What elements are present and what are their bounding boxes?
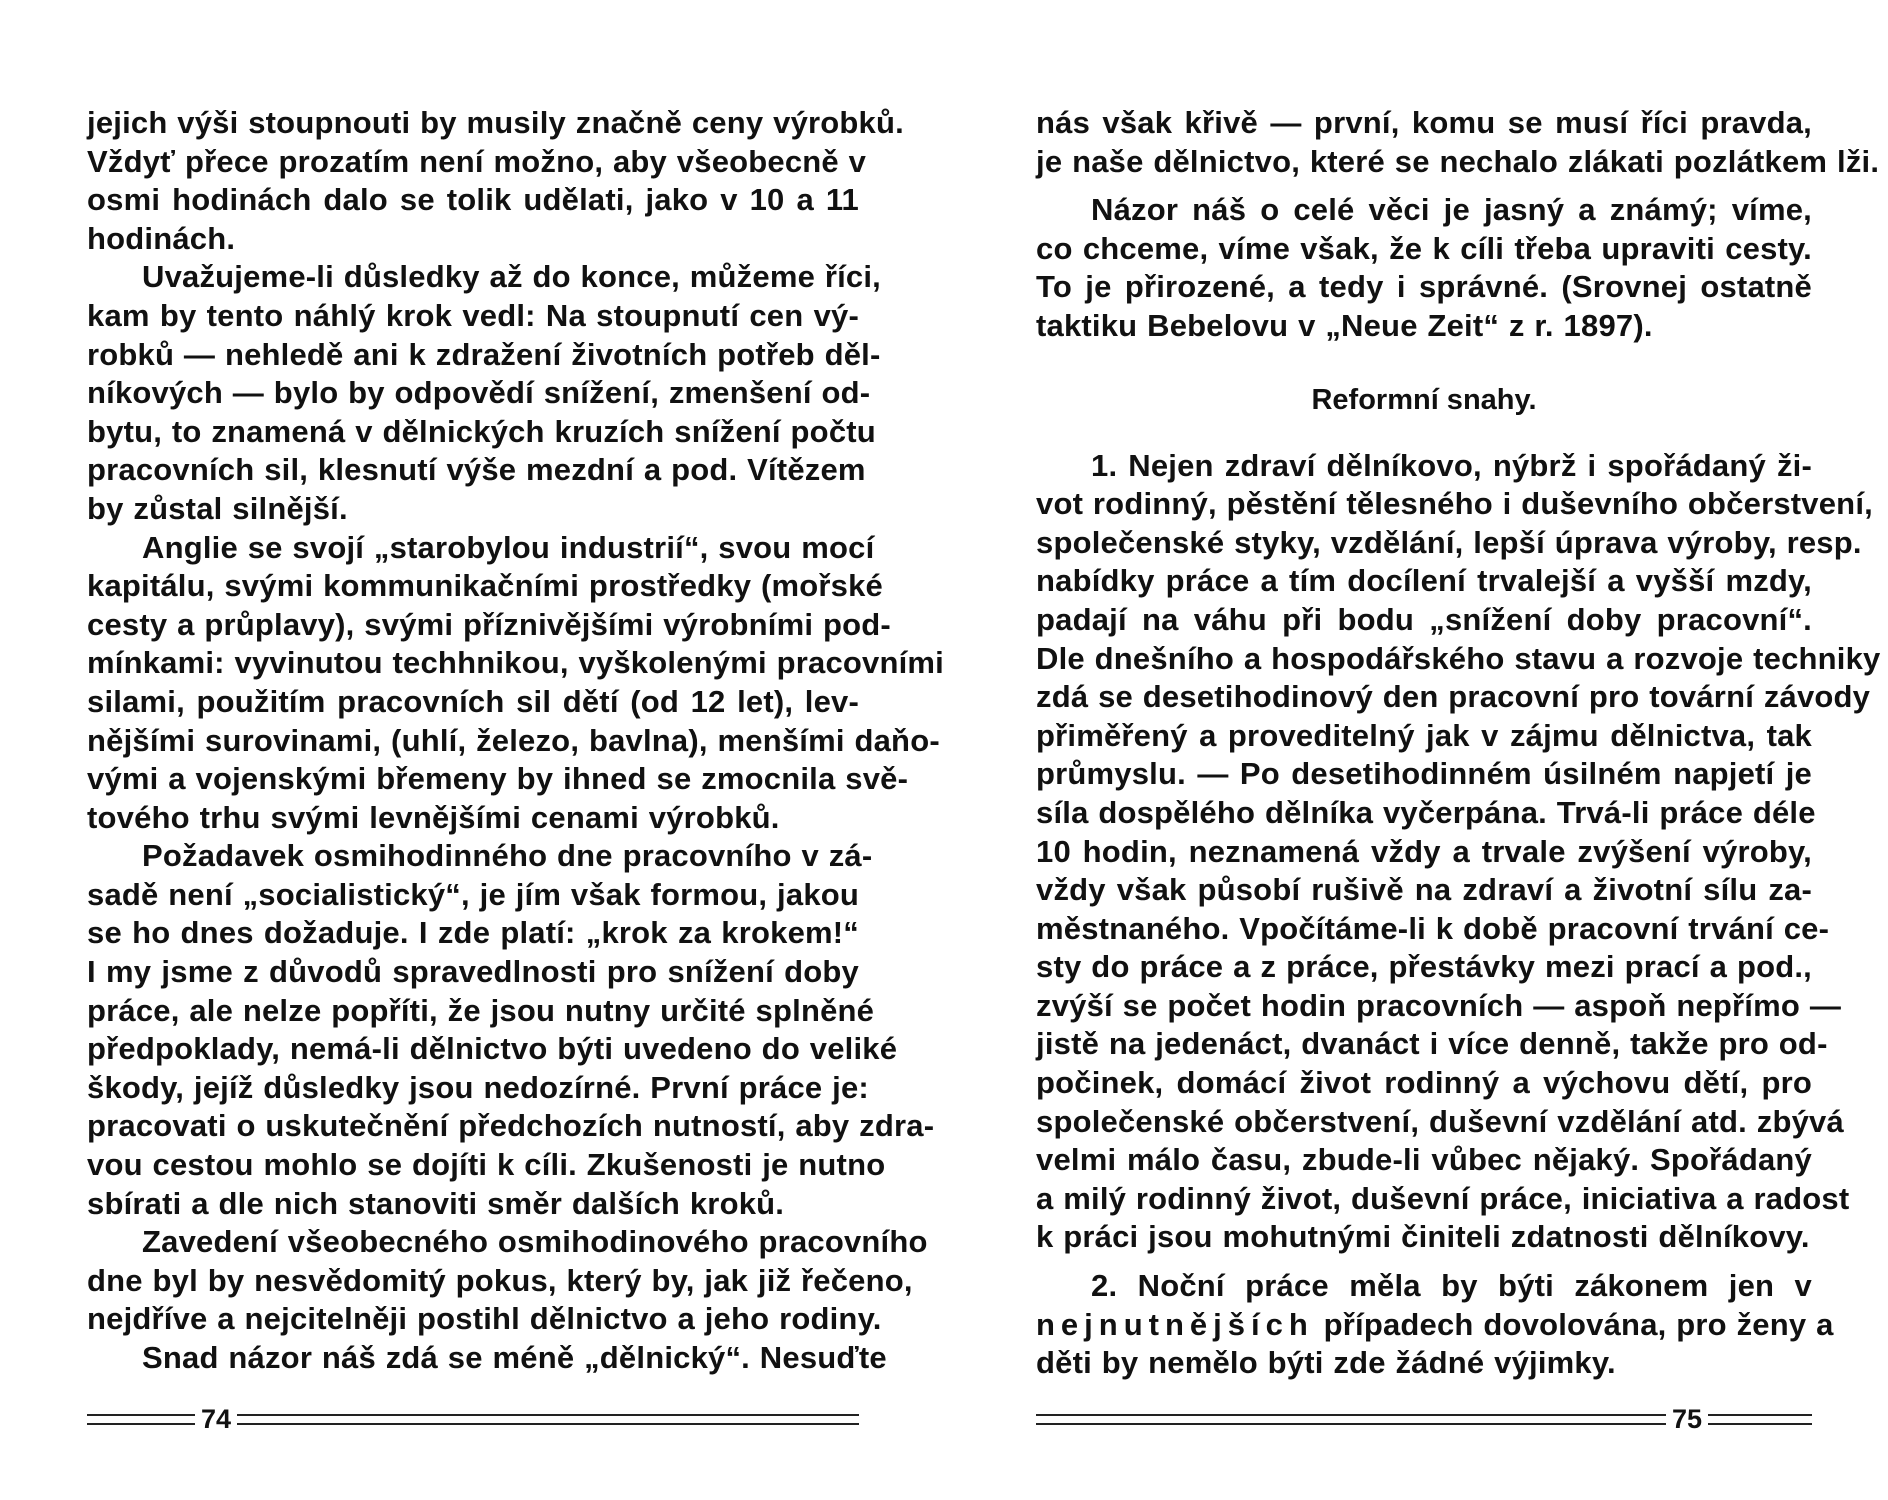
text-line: kam by tento náhlý krok vedl: Na stoupnutí cen vý- xyxy=(87,297,859,333)
text-line: nejdříve a nejcitelněji postihl dělnictvo a jeho rodiny. xyxy=(87,1301,882,1337)
text-line: co chceme, víme však, že k cíli třeba upraviti cesty. xyxy=(1036,230,1812,266)
text-line: je naše dělnictvo, které se nechalo zlákati pozlátkem lži. xyxy=(1036,143,1880,179)
text-line: sadě není „socialistický“, je jím však formou, jakou xyxy=(87,876,860,912)
text-line: jejich výši stoupnouti by musily značně ceny výrobků. xyxy=(87,105,904,140)
text-line: vou cestou mohlo se dojíti k cíli. Zkušenosti je nutno xyxy=(87,1147,886,1183)
text-line: Názor náš o celé věci je jasný a známý; víme, xyxy=(1091,192,1812,228)
text-line: To je přirozené, a tedy i správné. (Srovnej ostatně xyxy=(1036,269,1812,305)
text-line: zvýší se počet hodin pracovních — aspoň nepřímo — xyxy=(1036,987,1842,1023)
text-line: škody, jejíž důsledky jsou nedozírné. První práce je: xyxy=(87,1069,869,1105)
text-line: níkových — bylo by odpovědí snížení, zmenšení od- xyxy=(87,375,871,411)
text-line: k práci jsou mohutnými činiteli zdatnosti dělníkovy. xyxy=(1036,1219,1810,1255)
text-line: počinek, domácí život rodinný a výchovu dětí, pro xyxy=(1036,1065,1812,1101)
text-line: Požadavek osmihodinného dne pracovního v zá- xyxy=(142,838,873,874)
text-line: Snad názor náš zdá se méně „dělnický“. Nesuďte xyxy=(142,1340,887,1375)
text-line: sty do práce a z práce, přestávky mezi prací a pod., xyxy=(1036,949,1812,985)
text-line: mínkami: vyvinutou techhnikou, vyškolenými pracovními xyxy=(87,645,944,681)
text-line: Anglie se svojí „starobylou industrií“, svou mocí xyxy=(142,529,875,565)
text-line: Dle dnešního a hospodářského stavu a rozvoje techniky xyxy=(1036,640,1881,676)
text-line: průmyslu. — Po desetihodinném úsilném napjetí je xyxy=(1036,756,1812,792)
text-line: dne byl by nesvědomitý pokus, který by, jak již řečeno, xyxy=(87,1262,913,1298)
right-page-footer xyxy=(1036,1404,1812,1435)
text-line: hodinách. xyxy=(87,220,236,256)
text-line: sbírati a dle nich stanoviti směr dalších kroků. xyxy=(87,1185,785,1221)
left-para-5 xyxy=(87,1223,928,1339)
text-line: by zůstal silnější. xyxy=(87,490,348,526)
text-line: přiměřený a proveditelný jak v zájmu dělnictva, tak xyxy=(1036,717,1812,753)
text-line: pracovních sil, klesnutí výše mezdní a pod. Vítězem xyxy=(87,452,866,488)
text-line: vždy však působí rušivě na zdraví a životní sílu za- xyxy=(1036,872,1812,908)
text-line: kapitálu, svými kommunikačními prostředky (mořské xyxy=(87,568,883,604)
right-page xyxy=(1036,104,1881,1383)
text-line: taktiku Bebelovu v „Neue Zeit“ z r. 1897). xyxy=(1036,307,1653,343)
text-line: bytu, to znamená v dělnických kruzích snížení počtu xyxy=(87,413,876,449)
text-line: nějšími surovinami, (uhlí, železo, bavlna), menšími daňo- xyxy=(87,722,940,758)
text-line: a milý rodinný život, duševní práce, iniciativa a radost xyxy=(1036,1180,1850,1216)
text-line: 10 hodin, neznamená vždy a trvale zvýšení výroby, xyxy=(1036,833,1812,869)
text-line: tového trhu svými levnějšími cenami výrobků. xyxy=(87,799,780,835)
text-line: I my jsme z důvodů spravedlnosti pro snížení doby xyxy=(87,954,859,990)
footer-rule xyxy=(87,1414,195,1425)
footer-rule xyxy=(237,1414,859,1425)
right-para-2 xyxy=(1036,191,1812,345)
text-line: společenské styky, vzdělání, lepší úprava výroby, resp. xyxy=(1036,524,1862,560)
left-para-6 xyxy=(87,1339,887,1378)
text-line: padají na váhu při bodu „snížení doby pracovní“. xyxy=(1036,601,1812,637)
text-line: 1. Nejen zdraví dělníkovo, nýbrž i spořádaný ži- xyxy=(1091,447,1812,483)
page-number: 75 xyxy=(1672,1404,1703,1434)
left-para-4 xyxy=(87,837,935,1223)
right-para-4 xyxy=(1036,1267,1834,1383)
text-line: vými a vojenskými břemeny by ihned se zmocnila svě- xyxy=(87,761,909,797)
text-line: zdá se desetihodinový den pracovní pro tovární závody xyxy=(1036,679,1871,715)
right-para-1 xyxy=(1036,104,1880,181)
text-line: předpoklady, nemá-li dělnictvo býti uvedeno do veliké xyxy=(87,1031,898,1067)
footer-rule xyxy=(1036,1414,1666,1425)
text-line: práce, ale nelze popříti, že jsou nutny určité splněné xyxy=(87,992,875,1028)
text-line: silami, použitím pracovních sil dětí (od 12 let), lev- xyxy=(87,683,859,719)
text-line: pracovati o uskutečnění předchozích nutností, aby zdra- xyxy=(87,1108,935,1144)
text-line: vot rodinný, pěstění tělesného i duševního občerstvení, xyxy=(1036,486,1873,522)
left-para-2 xyxy=(87,258,881,528)
right-para-3 xyxy=(1036,447,1881,1257)
text-line: Uvažujeme-li důsledky až do konce, můžeme říci, xyxy=(142,259,881,295)
left-para-3 xyxy=(87,529,944,838)
text-line: robků — nehledě ani k zdražení životních potřeb děl- xyxy=(87,336,881,372)
text-line: 2. Noční práce měla by býti zákonem jen v xyxy=(1091,1268,1812,1304)
text-line: síla dospělého dělníka vyčerpána. Trvá-li práce déle xyxy=(1036,794,1816,830)
text-line: Zavedení všeobecného osmihodinového pracovního xyxy=(142,1224,928,1260)
text-line: nabídky práce a tím docílení trvalejší a vyšší mzdy, xyxy=(1036,563,1812,599)
left-para-1 xyxy=(87,104,904,258)
text-fragment: případech dovolována, pro ženy a xyxy=(1313,1306,1834,1342)
text-line: Vždyť přece prozatím není možno, aby všeobecně v xyxy=(87,143,867,179)
text-line: děti by nemělo býti zde žádné výjimky. xyxy=(1036,1345,1616,1381)
left-page xyxy=(87,104,944,1378)
footer-rule xyxy=(1708,1414,1812,1425)
section-heading: Reformní snahy. xyxy=(1311,383,1537,416)
text-line: nás však křivě — první, komu se musí říci pravda, xyxy=(1036,105,1812,140)
text-line: cesty a průplavy), svými příznivějšími výrobními pod- xyxy=(87,606,891,642)
text-line xyxy=(1036,1306,1834,1345)
left-page-footer xyxy=(87,1404,859,1435)
page-number: 74 xyxy=(201,1404,232,1434)
text-line: velmi málo času, zbude-li vůbec nějaký. Spořádaný xyxy=(1036,1142,1812,1178)
text-line: jistě na jedenáct, dvanáct i více denně, takže pro od- xyxy=(1036,1026,1828,1062)
spaced-emphasis: nejnutnějších xyxy=(1036,1306,1314,1342)
text-line: osmi hodinách dalo se tolik udělati, jako v 10 a 11 xyxy=(87,182,859,218)
text-line: společenské občerstvení, duševní vzdělání atd. zbývá xyxy=(1036,1103,1844,1139)
text-line: městnaného. Vpočítáme-li k době pracovní trvání ce- xyxy=(1036,910,1830,946)
text-line: se ho dnes dožaduje. I zde platí: „krok za krokem!“ xyxy=(87,915,859,951)
